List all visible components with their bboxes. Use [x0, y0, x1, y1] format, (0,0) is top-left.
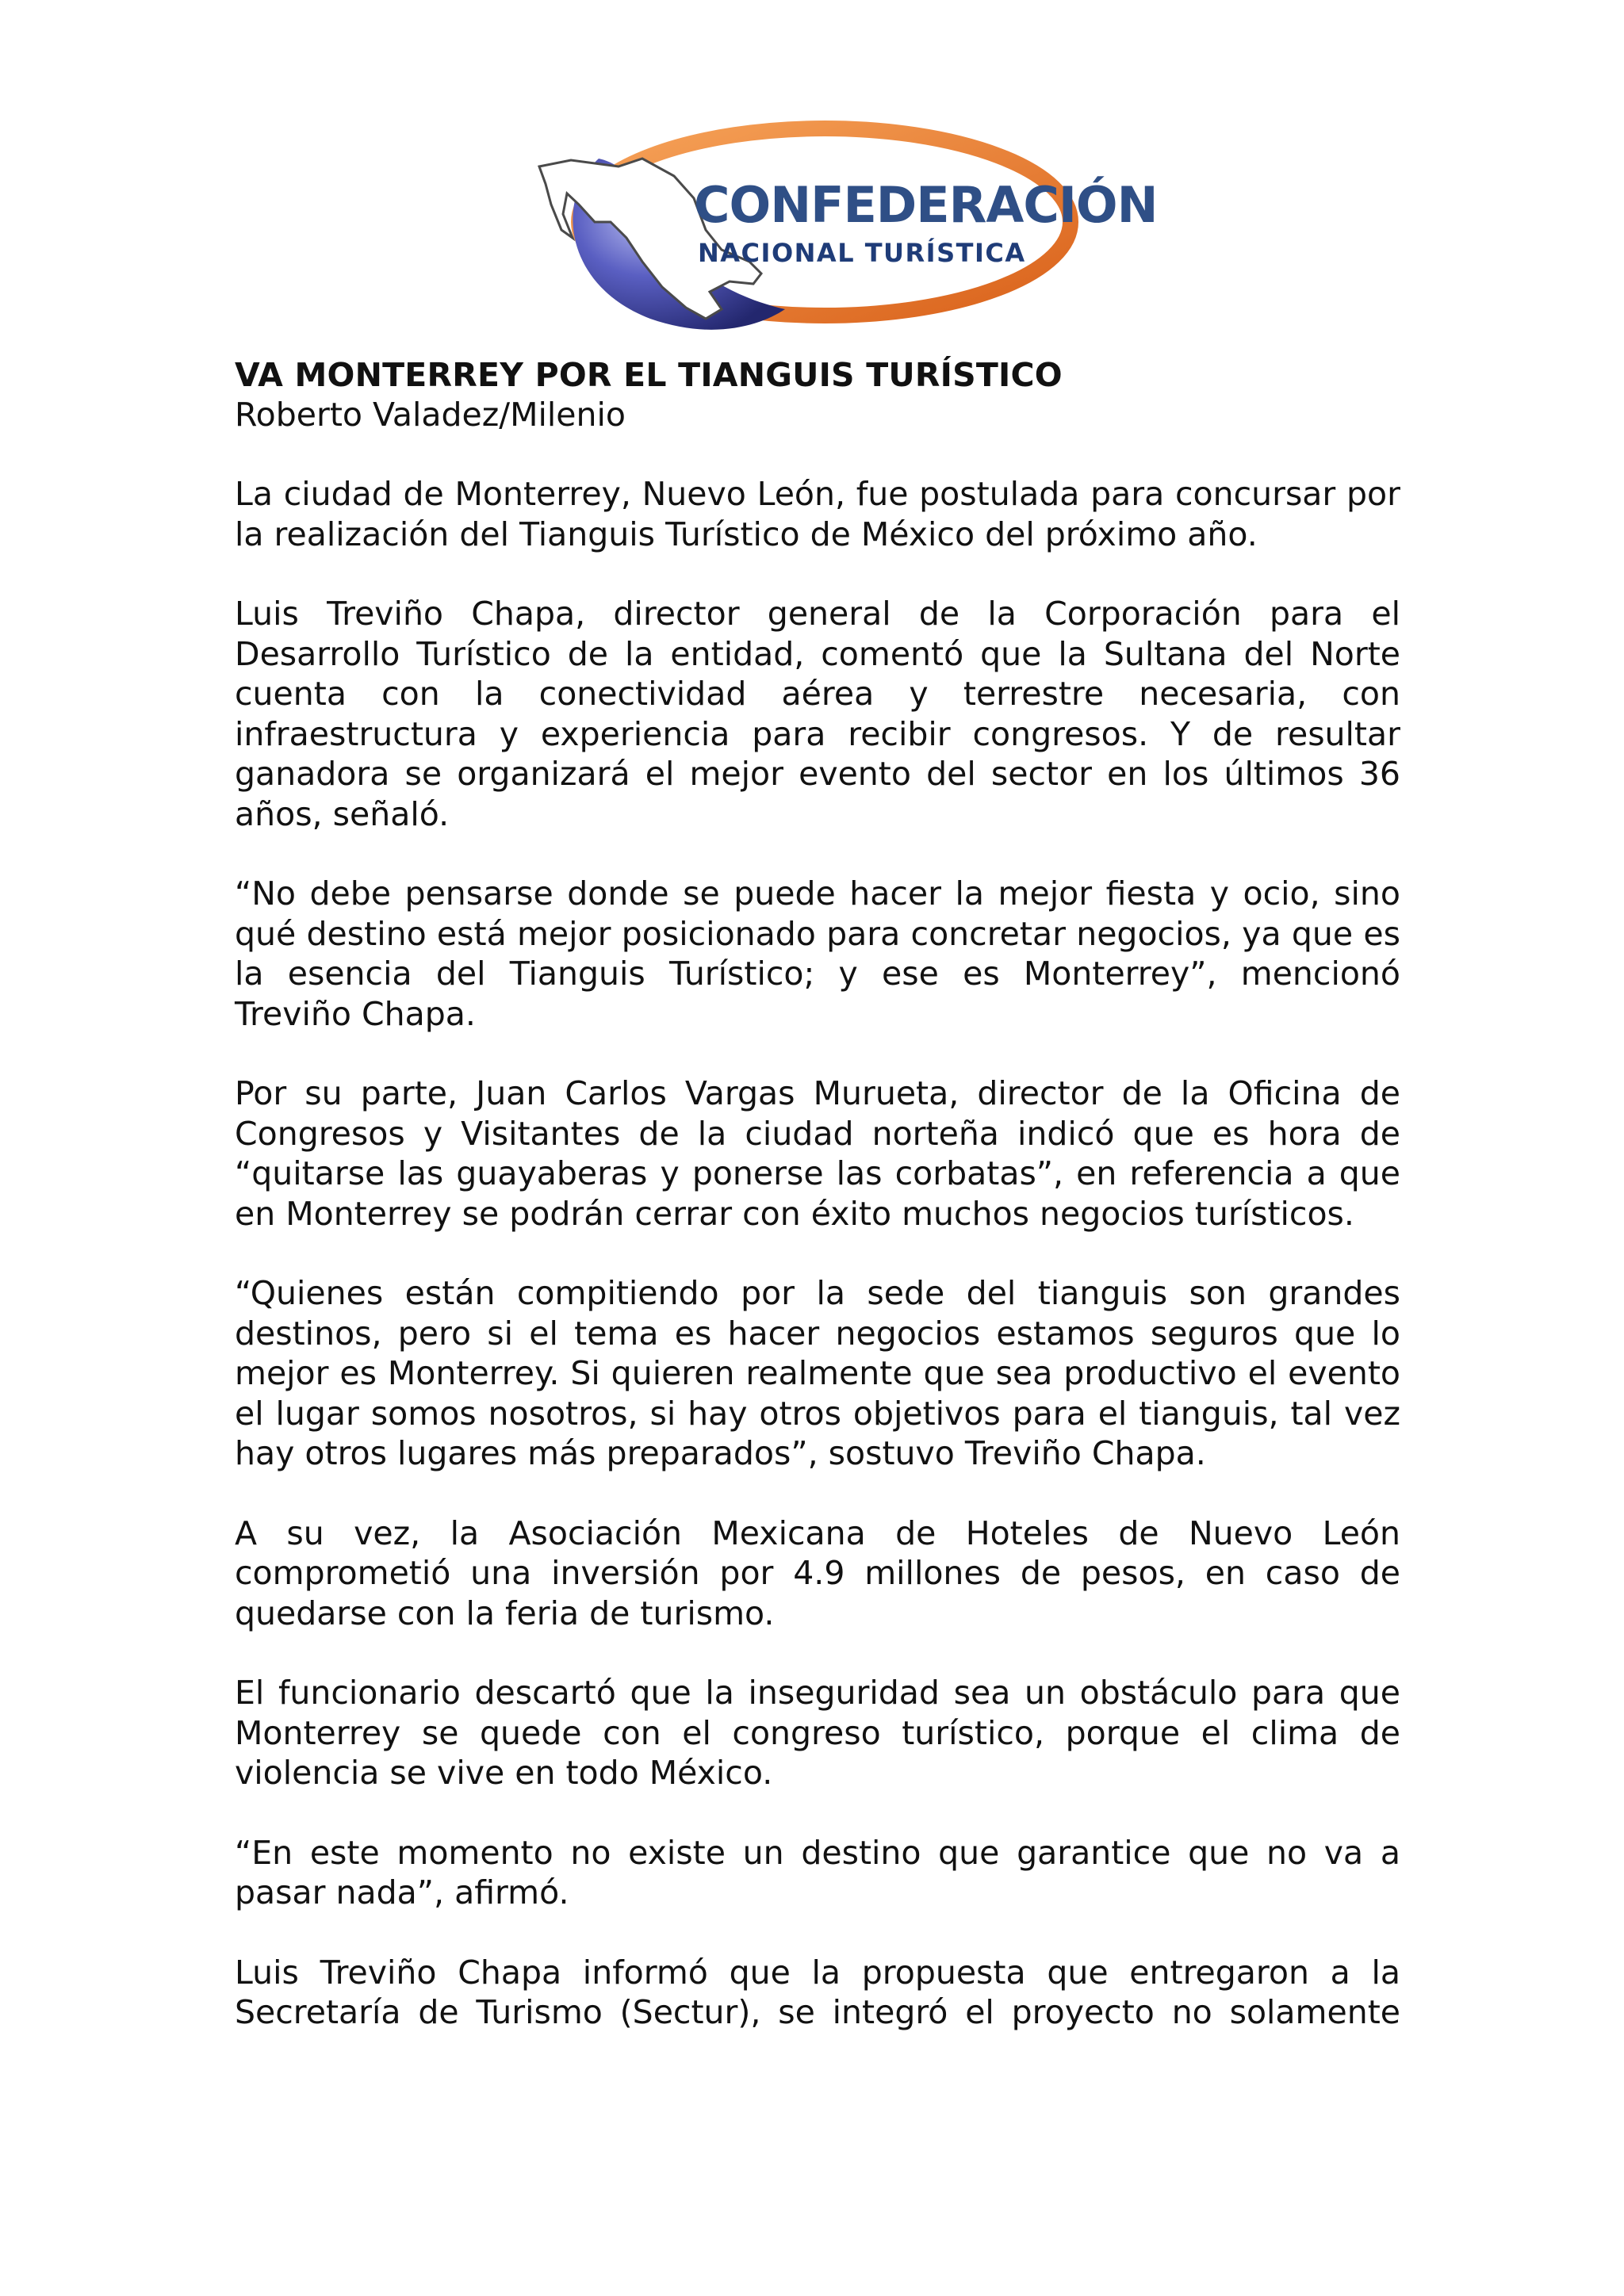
article-paragraph: A su vez, la Asociación Mexicana de Hoteles de Nuevo León comprometió una inversión por 4.9 millones de pesos, en caso de quedarse con la feria de turismo. — [235, 1513, 1400, 1632]
article-paragraph: La ciudad de Monterrey, Nuevo León, fue postulada para concursar por la realización del Tianguis Turístico de México del próximo año. — [235, 475, 1400, 553]
article-paragraph: “No debe pensarse donde se puede hacer la mejor fiesta y ocio, sino qué destino está mejor posicionado para concretar negocios, ya que es la esencia del Tianguis Turístico; y ese es Monterrey”, mencionó Treviño Chapa. — [235, 874, 1400, 1033]
article-paragraph: El funcionario descartó que la inseguridad sea un obstáculo para que Monterrey se quede con el congreso turístico, porque el clima de violencia se vive en todo México. — [235, 1674, 1400, 1792]
article-paragraph: Luis Treviño Chapa informó que la propuesta que entregaron a la Secretaría de Turismo (Sectur), se integró el proyecto no solamente — [235, 1953, 1400, 2031]
logo-line2: NACIONAL TURÍSTICA — [698, 238, 1026, 268]
article-paragraph: “Quienes están compitiendo por la sede del tianguis son grandes destinos, pero si el tema es hacer negocios estamos seguros que lo mejor es Monterrey. Si quieren realmente que sea productivo el evento el lugar somos nosotros, si hay otros objetivos para el tianguis, tal vez hay otros lugares más preparados”, sostuvo Treviño Chapa. — [235, 1274, 1400, 1472]
article — [235, 355, 1400, 2072]
article-paragraph: Luis Treviño Chapa, director general de la Corporación para el Desarrollo Turístico de la entidad, comentó que la Sultana del Norte cuenta con la conectividad aérea y terrestre necesaria, con infraestructura y experiencia para recibir congresos. Y de resultar ganadora se organizará el mejor evento del sector en los últimos 36 años, señaló. — [235, 595, 1400, 833]
article-paragraph: Por su parte, Juan Carlos Vargas Murueta, director de la Oficina de Congresos y Visitantes de la ciudad norteña indicó que es hora de “quitarse las guayaberas y ponerse las corbatas”, en referencia a que en Monterrey se podrán cerrar con éxito muchos negocios turísticos. — [235, 1074, 1400, 1233]
confederacion-logo — [523, 111, 1158, 349]
logo-graphic — [523, 111, 1158, 349]
article-byline: Roberto Valadez/Milenio — [235, 396, 626, 434]
article-headline: VA MONTERREY POR EL TIANGUIS TURÍSTICO — [235, 356, 1063, 394]
logo-line1: CONFEDERACIÓN — [694, 176, 1158, 234]
article-paragraph: “En este momento no existe un destino que garantice que no va a pasar nada”, afirmó. — [235, 1833, 1400, 1911]
